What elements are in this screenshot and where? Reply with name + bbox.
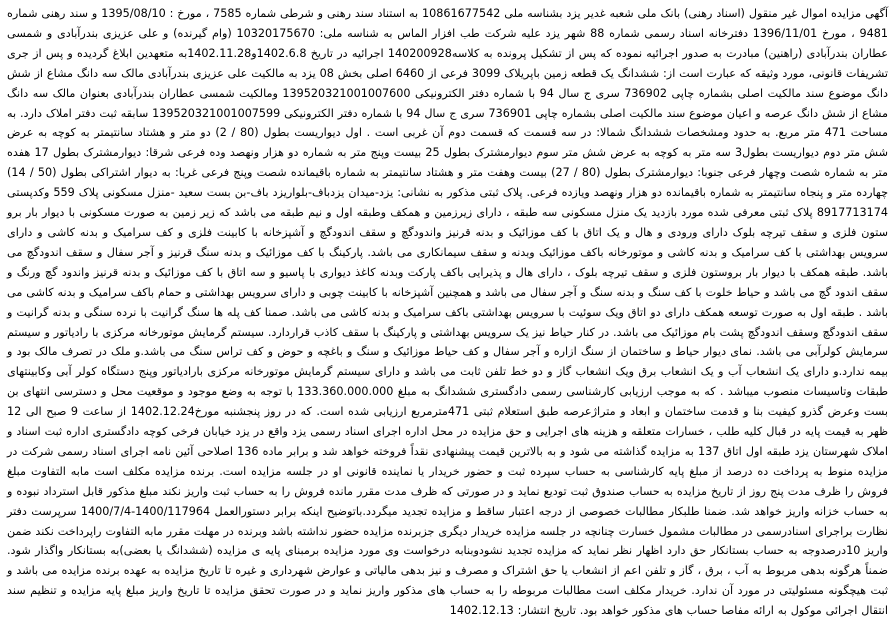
auction-notice-text: آگهی مزایده اموال غیر منقول (اسناد رهنی) بانک ملی شعبه غدیر یزد بشناسه ملی 10861677542 به استناد سند رهنی و شرطی شماره 7585 ، مورخ : 1395/08/10 و سند رهنی شماره 9481 ، مورخ 1396/11/01 دفترخانه اسناد رسمی شماره 88 شهر یزد علیه شرکت طب افزار الماس به شناسه ملی: 10320175670 (وام گیرنده) و علی عزیزی بندرآبادی و شمسی عطاران بندرآبادی (راهنین) مبادرت به صدور اجرائیه نموده که پس از تشکیل پرونده به کلاسه140200928 اجرائیه در تاریخ 1402.6.8و1402.11.28به متعهدین ابلاغ گردیده و پس از جری تشریفات قانونی، مورد وثیقه که عبارت است از: ششدانگ یک قطعه زمین باپریلاک 3099 فرعی از 6460 اصلی بخش 08 یزد به مالکیت علی عزیزی بندرآبادی مالک سه دانگ مشاع از شش دانگ موضوع سند مالکیت اصلی بشماره چاپی 736902 سری ج سال 94 با شماره دفتر الکترونیکی 139520321001007600 ومالکیت شمسی عطاران بندرآبادی بعنوان مالک سه دانگ مشاع از شش دانگ عرصه و اعیان موضوع سند مالکیت اصلی بشماره چاپی 736901 سری ج سال 94 با شماره دفتر الکترونیکی 139520321001007599 سابقه ثبت دفتر املاک دارد. به مساحت 471 متر مربع. به حدود ومشخصات ششدانگ شمالا: در سه قسمت که قسمت دوم آن غربی است . اول دیواریست بطول (80 / 2) دو متر و هشتاد سانتیمتر به کوچه به عرض شش متر دوم دیواریست بطول3 سه متر به کوچه به عرض شش متر سوم دیوارمشترک بطول 25 بیست وپنج متر به شماره دو هزار ونهصد وده فرعی شرقا: دیوارمشترک بطول 17 هفده متر به شماره شصت وچهار فرعی جنوبا: دیوارمشترک بطول (80 / 27) بیست وهفت متر و هشتاد سانتیمتر به شماره باقیمانده شصت وپنج فرعی غربا: به دیوار اشتراکی بطول (50 / 14) چهارده متر و پنجاه سانتیمتر به شماره باقیمانده دو هزار ونهصد ویازده فرعی. پلاک ثبتی مذکور به نشانی: یزد-میدان یزدباف-بلواریزد باف-بن بست سعید -منزل مسکونی پلاک 559 وکدپستی 8917713174 پلاک ثبتی معرفی شده مورد بازدید یک منزل مسکونی سه طبقه ، دارای زیرزمین و همکف وطبقه اول و نیم طبقه می باشد که زیر زمین به صورت مسکونی با دیوار بار برو ستون فلزی و سقف تیرچه بلوک دارای ورودی و هال و یک اتاق با کف موزائیک و بدنه قرنیز واندودگچ و سقف اندودگچ و آشپزخانه با کابینت فلزی و کف سرامیک و بدنه کاشی و دارای سرویس بهداشتی با کف سرامیک و بدنه کاشی و موتورخانه باکف موزائیک وبدنه و سقف سیمانکاری می باشد. پارکینگ با کف موزائیک و بدنه سنگ قرنیز و آجر سفال و سقف اندودگچ می باشد. طبقه همکف با دیوار بار بروستون فلزی و سقف تیرچه بلوک ، دارای هال و پذیرایی باکف پارکت وبدنه کاغذ دیواری با پاسیو و سه اتاق با کف موزائیک و بدنه قرنیز واندود گچ ورنگ و سقف اندود گچ می باشد و حیاط خلوت با کف سنگ و بدنه سنگ و آجر سفال می باشد و همچنین آشپزخانه با کابینت چوبی و دارای سرویس بهداشتی و حمام باکف سرامیک و بدنه کاشی می باشد . طبقه اول به صورت توسعه همکف دارای دو اتاق ویک سوئیت با سرویس بهداشتی باکف سرامیک و بدنه کاشی می باشد. صمنا کف پله ها سنگ گرانیت با نرده سنگی و بدنه گرانیت و سقف اندودگچ وسقف اندودگچ پشت بام موزائیک می باشد. در کنار حیاط نیز یک سرویس بهداشتی و پارکینگ با سقف کاذب قراردارد. سیستم گرمایش موتورخانه مرکزی با رادیاتور و سیستم سرمایش کولرآبی می باشد. نمای دیوار حیاط و ساختمان از سنگ ازاره و آجر سفال و کف حیاط موزائیک و سنگ و باغچه و حوض و کف تراس سنگ می باشد.و ملک در تصرف مالک بود و بیمه ندارد.و دارای یک انشعاب آب و یک انشعاب برق ویک انشعاب گاز و دو خط تلفن ثابت می باشد و دارای سیستم گرمایش موتورخانه مرکزی بارادیاتور وپنج دستگاه کولر آبی وکابینتهای طبقات وتاسیسات منصوب میباشد . که به موجب ارزیابی کارشناسی رسمی دادگستری ششدانگ به مبلغ 133.360.000.000 با توجه به وضع موجود و موقعیت محل و دسترسی انتهای بن بست وعرض گذرو کیفیت بنا و قدمت ساختمان و ابعاد و متراژعرصه طبق استعلام ثبتی 471مترمربع ارزیابی شده است. که در روز پنجشنبه مورخ1402.12.24 از ساعت 9 صبح الی 12 ظهر به قیمت پایه در قبال کلیه طلب ، خسارات متعلقه و هزینه های اجرایی و حق مزایده در محل اداره اجرای اسناد رسمی یزد واقع در یزد خیابان فرخی کوچه دادگستری اداره ثبت اسناد و املاک شهرستان یزد طبقه اول اتاق 137 به مزایده گذاشته می شود و به بالاترین قیمت پیشنهادی نقداً فروخته خواهد شد و برابر ماده 136 اصلاحی آئین نامه اجرای اسناد رسمی شرکت در مزایده منوط به پرداخت ده درصد از مبلغ پایه کارشناسی به حساب سپرده ثبت و حضور خریدار یا نماینده قانونی او در جلسه مزایده است. برنده مزایده مکلف است مابه التفاوت مبلغ فروش را ظرف مدت پنج روز از تاریخ مزایده به حساب صندوق ثبت تودیع نماید و در صورتی که ظرف مدت مقرر مانده فروش را به حساب ثبت واریز نکند مبلغ مذکور قابل استرداد نبوده و به حساب خزانه واریز خواهد شد. ضمنا طلبکار مطالبات خصوصی از درجه اعتبار ساقط و مزایده تجدید میگردد.باتوضیح اینکه برابر دستورالعمل 1400/117964-1400/7/4 سرپرست دفتر نظارت براجرای اسنادرسمی در مطالبات مشمول خسارت چنانچه در جلسه مزایده خریدار دیگری جزبرنده مزایده حضور نداشته باشد وبرنده در مهلت مقرر مابه التفاوت راپرداخت نکند ضمن واریز 10درصدوجه به حساب بستانکار حق دارد اظهار نظر نماید که مزایده تجدید نشودوبنابه درخواست وی مورد مزایده برمبنای پایه ی مزایده (ششدانگ یا بعضی)به بستانکار واگذار شود. ضمناً هرگونه بدهی مربوط به آب ، برق ، گاز و تلفن اعم از انشعاب یا حق اشتراک و مصرف و نیز بدهی مالیاتی و عوارض شهرداری و غیره تا تاریخ مزایده به عهده برنده مزایده می باشد و ثبت هیچگونه مسئولیتی در مورد آن ندارد. خریدار مکلف است مطالبات مربوطه را به حساب های مذکور واریز نماید و در صورت تحقق مزایده تا تاریخ واریز مبلغ پایه مزایده و تنظیم سند انتقال اجرائی موکول به ارائه مفاصا حساب های مذکور خواهد بود. تاریخ انتشار: 1402.12.13 [7, 7, 889, 618]
